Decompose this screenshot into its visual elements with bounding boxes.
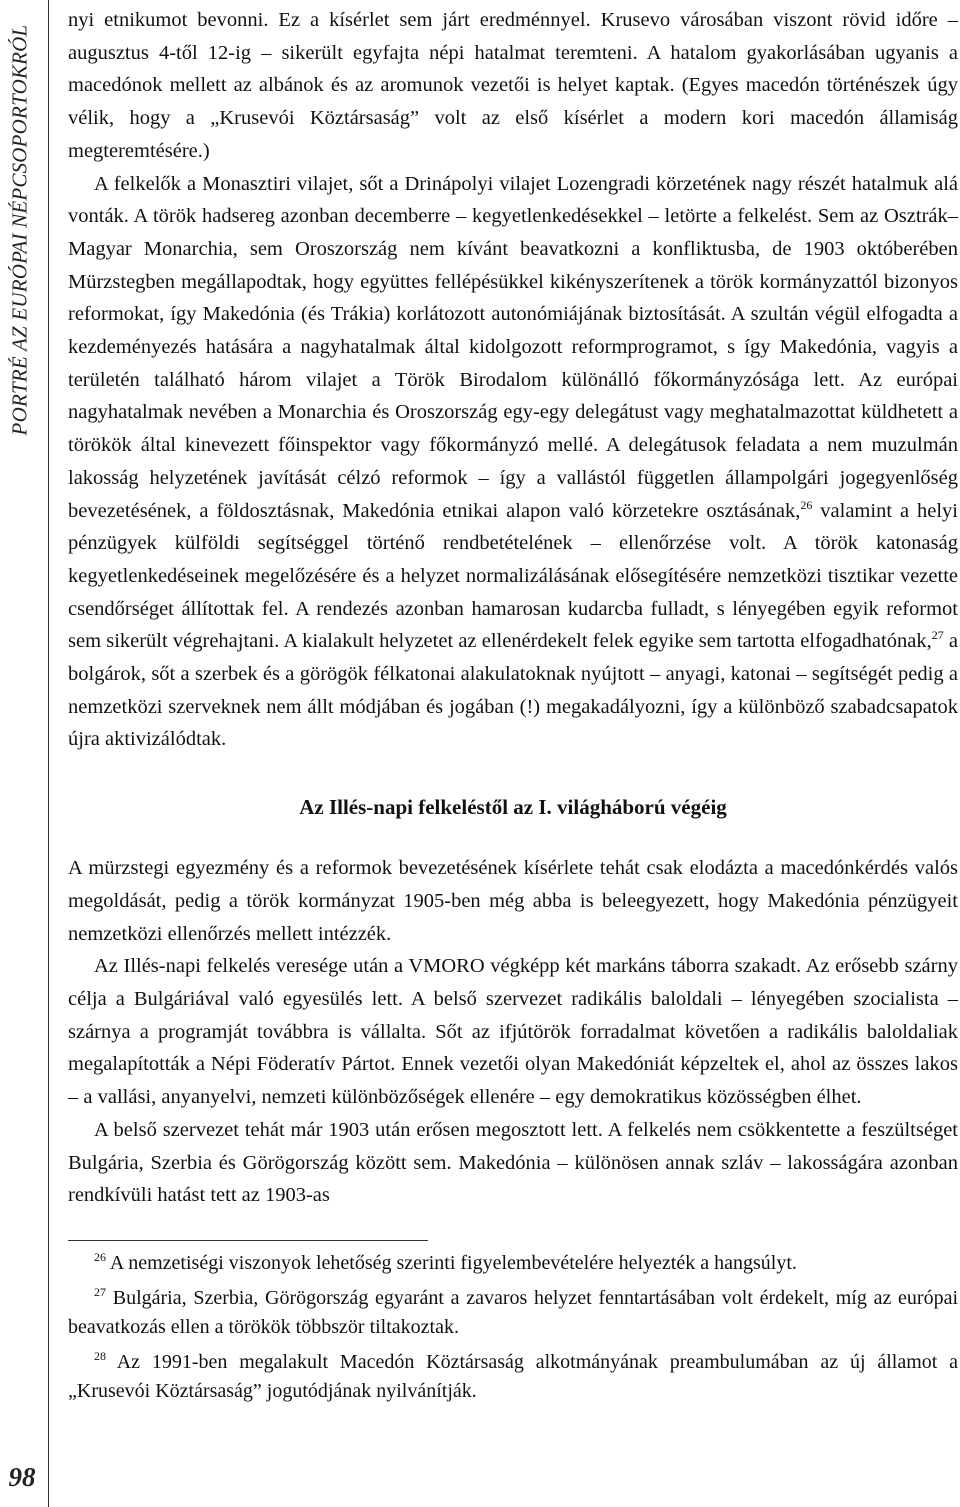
- paragraph-text: A felkelők a Monasztiri vilajet, sőt a Drinápolyi vilajet Lozengradi körzetének nagy részét hatalmuk alá vonták. A török hadsereg azonban decemberre – kegyetlenkedésekkel – letörte a felkelést. Sem az Osztrák–Magyar Monarchia, sem Oroszország nem kívánt beavatkozni a konfliktusba, de 1903 októberében Mürzstegben megállapodtak, hogy együttes fellépésükkel kikényszerítenek a török kormányzattól bizonyos reformokat, így Makedónia (és Trákia) korlátozott autonómiájának biztosítását. A szultán végül elfogadta a kezdeményezés hatására a nagyhatalmak által kidolgozott reformprogramot, s így Makedónia, vagyis a területén található három vilajet a Török Birodalom különálló főkormányzósága lett. Az európai nagyhatalmak nevében a Monarchia és Oroszország egy-egy delegátust vagy meghatalmazottat küldhetett a törökök által kinevezett főinspektor vagy főkormányzó mellé. A delegátusok feladata a nem muzulmán lakosság helyzetének javítását célzó reformok – így a vallástól független állampolgári jogegyenlőség bevezetésének, a földosztásnak, Makedónia etnikai alapon való körzetekre osztásának,: [68, 172, 958, 522]
- page-body: [68, 4, 958, 1412]
- footnote-text: Az 1991-ben megalakult Macedón Köztársaság alkotmányának preambulumában az új államot a „Krusevói Köztársaság” jogutódjának nyilvánítják.: [68, 1350, 959, 1402]
- footnote-number: 27: [94, 1284, 106, 1299]
- running-title-text: PORTRÉ AZ EURÓPAI NÉPCSOPORTOKRÓL: [7, 24, 32, 436]
- footnote-number: 28: [94, 1348, 106, 1363]
- footnote-text: Bulgária, Szerbia, Görögország egyaránt a zavaros helyzet fenntartásában volt érdekelt, míg az európai beavatkozás ellen a törökök többször tiltakoztak.: [68, 1286, 959, 1338]
- page-number: 98: [8, 1462, 36, 1492]
- footnote-28: [68, 1348, 958, 1406]
- section-paragraph: A belső szervezet tehát már 1903 után erősen megosztott lett. A felkelés nem csökkentette a feszültséget Bulgária, Szerbia és Görögország között sem. Makedónia – különösen annak szláv – lakosságára azonban rendkívüli hatást tett az 1903-as: [68, 1118, 958, 1207]
- paragraph-text: a bolgárok, sőt a szerbek és a görögök félkatonai alakulatoknak nyújtott – anyagi, katonai – segítségét pedig a nemzetközi szerveknek nem állt módjában és jogában (!) megakadályozni, így a különböző szabadcsapatok újra aktivizálódtak.: [68, 630, 958, 751]
- footnote-26: [68, 1249, 958, 1278]
- margin-rule: [48, 0, 49, 1507]
- footnote-separator: [68, 1240, 428, 1241]
- running-title: [0, 0, 40, 460]
- footnote-ref-26[interactable]: 26: [800, 497, 813, 512]
- footnote-text: A nemzetiségi viszonyok lehetőség szerinti figyelembevételére helyezték a hangsúlyt.: [109, 1251, 797, 1274]
- section-paragraph: A mürzstegi egyezmény és a reformok bevezetésének kísérlete tehát csak elodázta a macedónkérdés valós megoldását, pedig a török kormányzat 1905-ben még abba is beleegyezett, hogy Makedónia pénzügyeit nemzetközi ellenőrzés mellett intézzék.: [68, 857, 958, 945]
- paragraph-text: valamint a helyi pénzügyek külföldi segítséggel történő rendbetételének – ellenőrzése volt. A török katonaság kegyetlenkedéseinek megelőzésére és a helyzet normalizálásának elősegítésére nemzetközi tisztikar vezette csendőrséget állítottak fel. A rendezés azonban hamarosan kudarcba fulladt, s lényegében egyik reformot sem sikerült végrehajtani. A kialakult helyzetet az ellenérdekelt felek egyike sem tartotta elfogadhatónak,: [68, 499, 958, 653]
- paragraph-reforms: [68, 168, 958, 757]
- section-paragraph: Az Illés-napi felkelés veresége után a VMORO végképp két markáns táborra szakadt. Az erősebb szárny célja a Bulgáriával való egyesülés lett. A belső szervezet radikális baloldali – lényegében szocialista – szárnya a programját továbbra is vállalta. Sőt az ifjútörök forradalmat követően a radikális baloldaliak megalapították a Népi Föderatív Pártot. Ennek vezetői olyan Makedóniát képzeltek el, ahol az összes lakos – a vallási, anyanyelvi, nemzeti különbözőségek ellenére – egy demokratikus közösségben élhet.: [68, 955, 958, 1109]
- section-heading: Az Illés-napi felkeléstől az I. világháború végéig: [299, 795, 727, 820]
- footnote-ref-27[interactable]: 27: [931, 628, 944, 643]
- paragraph-continued: nyi etnikumot bevonni. Ez a kísérlet sem járt eredménnyel. Krusevo városában viszont rövid időre – augusztus 4-től 12-ig – sikerült egyfajta népi hatalmat teremteni. A hatalom gyakorlásában ugyanis a macedónok mellett az albánok és az aromunok vezetői is helyet kaptak. (Egyes macedón történészek úgy vélik, hogy a „Krusevói Köztársaság” volt az első kísérlet a modern kori macedón államiság megteremtésére.): [68, 9, 958, 162]
- footnote-27: [68, 1284, 958, 1342]
- footnote-number: 26: [94, 1249, 106, 1264]
